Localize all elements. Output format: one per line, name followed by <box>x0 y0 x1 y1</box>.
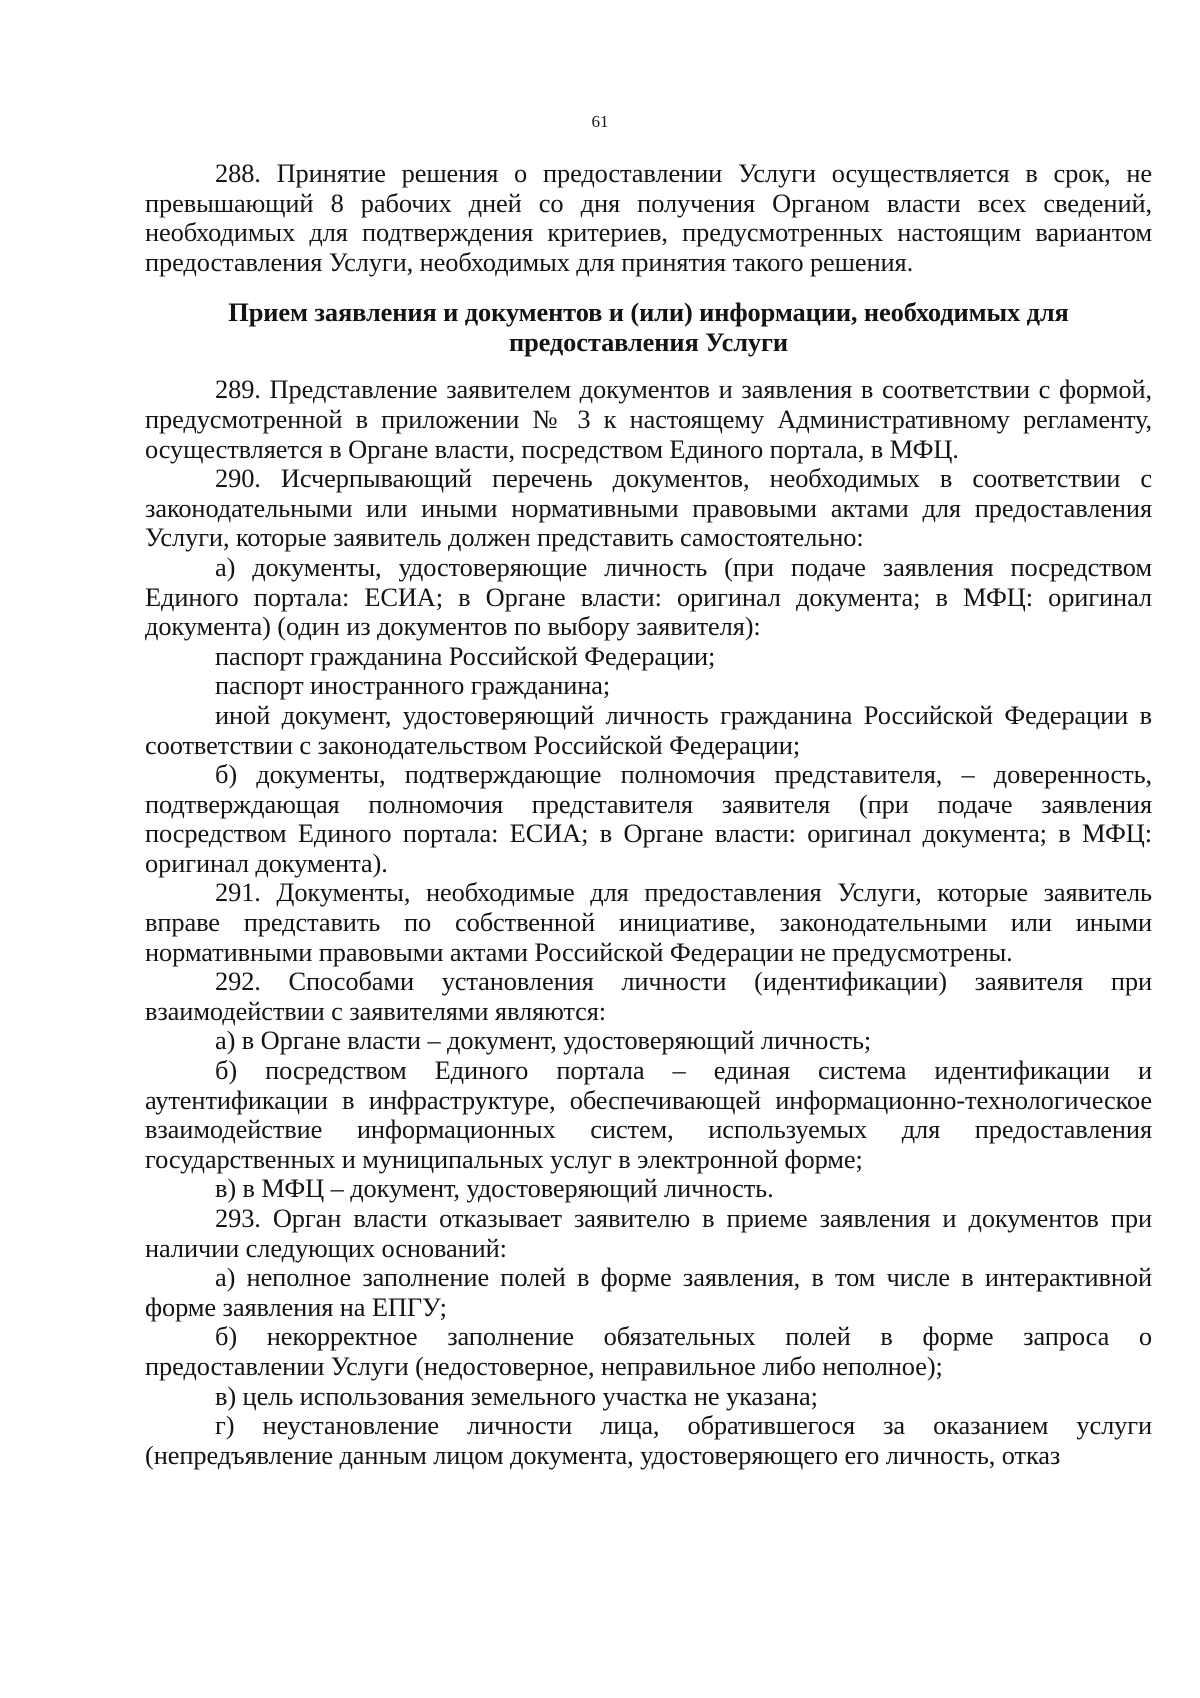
document-body <box>145 159 1152 1470</box>
paragraph-292-c: в) в МФЦ – документ, удостоверяющий личность. <box>215 1173 774 1204</box>
list-item-passport-foreign: паспорт иностранного гражданина; <box>215 670 611 701</box>
section-heading-line-1: Прием заявления и документов и (или) информации, необходимых для <box>228 297 1069 328</box>
paragraph-292-a: а) в Органе власти – документ, удостоверяющий личность; <box>215 1025 872 1056</box>
list-item-other-document: иной документ, удостоверяющий личность гражданина Российской Федерации в соответствии с законодательством Российской Федерации; <box>145 699 1152 760</box>
list-item-passport-rf: паспорт гражданина Российской Федерации; <box>215 640 716 671</box>
paragraph-290: 290. Исчерпывающий перечень документов, необходимых в соответствии с законодательными или иными нормативными правовыми актами для предоставления Услуги, которые заявитель должен представить самостоятельно: <box>145 463 1152 553</box>
paragraph-293-a: а) неполное заполнение полей в форме заявления, в том числе в интерактивной форме заявления на ЕПГУ; <box>145 1262 1152 1322</box>
paragraph-288: 288. Принятие решения о предоставлении Услуги осуществляется в срок, не превышающий 8 рабочих дней со дня получения Органом власти всех сведений, необходимых для подтверждения критериев, предусмотренных настоящим вариантом предоставления Услуги, необходимых для принятия такого решения. <box>145 158 1152 277</box>
paragraph-292-b: б) посредством Единого портала – единая система идентификации и аутентификации в инфраструктуре, обеспечивающей информационно-технологическое взаимодействие информационных систем, используемых для предоставления государственных и муниципальных услуг в электронной форме; <box>145 1055 1152 1174</box>
paragraph-293: 293. Орган власти отказывает заявителю в приеме заявления и документов при наличии следующих оснований: <box>145 1203 1152 1263</box>
paragraph-290-b: б) документы, подтверждающие полномочия представителя, – доверенность, подтверждающая полномочия представителя заявителя (при подаче заявления посредством Единого портала: ЕСИА; в Органе власти: оригинал документа; в МФЦ: оригинал документа). <box>145 759 1152 878</box>
paragraph-293-c: в) цель использования земельного участка не указана; <box>215 1380 818 1411</box>
paragraph-289: 289. Представление заявителем документов и заявления в соответствии с формой, предусмотренной в приложении № 3 к настоящему Административному регламенту, осуществляется в Органе власти, посредством Единого портала, в МФЦ. <box>145 374 1152 464</box>
paragraph-291: 291. Документы, необходимые для предоставления Услуги, которые заявитель вправе представить по собственной инициативе, законодательными или иными нормативными правовыми актами Российской Федерации не предусмотрены. <box>145 877 1152 967</box>
paragraph-290-a: а) документы, удостоверяющие личность (при подаче заявления посредством Единого портала: ЕСИА; в Органе власти: оригинал документа; в МФЦ: оригинал документа) (один из документов по выбору заявителя): <box>145 551 1152 642</box>
paragraph-292: 292. Способами установления личности (идентификации) заявителя при взаимодействии с заявителями являются: <box>145 966 1152 1026</box>
section-heading <box>145 297 1152 357</box>
section-heading-line-2: предоставления Услуги <box>508 327 789 358</box>
page-number: 61 <box>591 112 609 131</box>
paragraph-293-b: б) некорректное заполнение обязательных полей в форме запроса о предоставлении Услуги (недостоверное, неправильное либо неполное); <box>145 1321 1152 1381</box>
paragraph-293-d: г) неустановление личности лица, обратившегося за оказанием услуги (непредъявление данным лицом документа, удостоверяющего его личность, отказ <box>145 1410 1152 1470</box>
